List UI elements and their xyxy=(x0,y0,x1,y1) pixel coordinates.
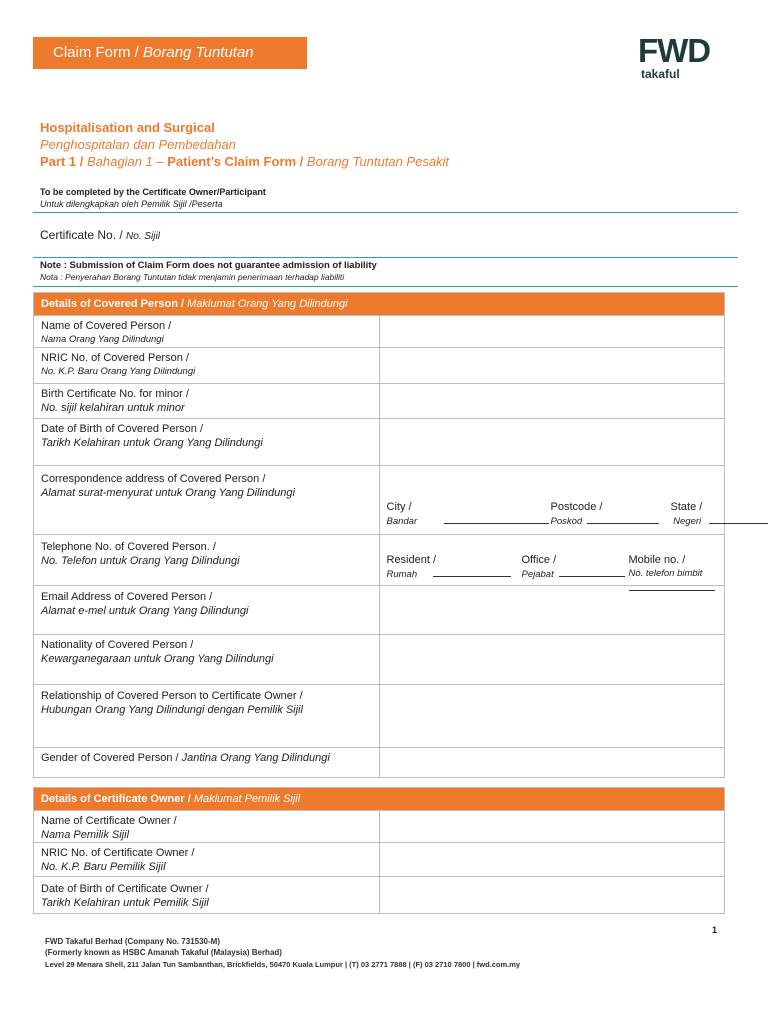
certificate-owner-table xyxy=(33,787,725,914)
table-row xyxy=(34,811,725,843)
row-label-en: Date of Birth of Certificate Owner / xyxy=(41,883,209,895)
resident-underline xyxy=(433,567,511,577)
covered-person-header-cell xyxy=(34,293,725,316)
part-label: Part 1 / xyxy=(40,154,84,169)
row-label-en: Name of Covered Person / xyxy=(41,320,172,332)
liability-note: Note : Submission of Claim Form does not guarantee admission of liability xyxy=(40,260,377,271)
nationality-input[interactable] xyxy=(379,635,725,685)
section-heading-ms: Penghospitalan dan Pembedahan xyxy=(40,137,236,152)
gender-input[interactable] xyxy=(379,748,725,778)
covered-person-header-en: Details of Covered Person / xyxy=(41,298,185,310)
certificate-number-field[interactable] xyxy=(40,228,160,242)
completed-by-note: To be completed by the Certificate Owner/Participant xyxy=(40,187,266,197)
postcode-field[interactable] xyxy=(551,500,660,529)
row-label xyxy=(34,419,380,466)
postcode-underline xyxy=(587,514,659,524)
row-label-ms: Alamat e-mel untuk Orang Yang Dilindungi xyxy=(41,605,249,617)
table-row xyxy=(34,877,725,914)
footer-address: Level 29 Menara Shell, 211 Jalan Tun Sambanthan, Brickfields, 50470 Kuala Lumpur | (T) 03 2771 7888 | (F) 03 2710 7800 | fwd.com.my xyxy=(45,960,521,969)
table-row xyxy=(34,748,725,778)
relationship-input[interactable] xyxy=(379,685,725,748)
table-row xyxy=(34,466,725,535)
row-label-en: NRIC No. of Certificate Owner / xyxy=(41,847,195,859)
logo-subtitle: takaful xyxy=(641,67,680,81)
row-label-en: NRIC No. of Covered Person / xyxy=(41,352,189,364)
owner-nric-input[interactable] xyxy=(379,843,725,877)
row-label-en: Nationality of Covered Person / xyxy=(41,639,194,651)
row-label-en: Relationship of Covered Person to Certificate Owner / xyxy=(41,690,303,702)
table-row xyxy=(34,685,725,748)
city-label-ms: Bandar xyxy=(386,516,418,527)
resident-phone-field[interactable] xyxy=(387,553,511,582)
part-title: Patient’s Claim Form / xyxy=(167,154,304,169)
covered-person-table xyxy=(33,292,725,778)
row-label-en: Email Address of Covered Person / xyxy=(41,591,213,603)
state-label: State / xyxy=(670,501,703,513)
covered-person-header-ms: Maklumat Orang Yang Dilindungi xyxy=(187,298,348,310)
row-label xyxy=(34,316,380,348)
row-label-ms: Jantina Orang Yang Dilindungi xyxy=(181,752,330,764)
part-heading xyxy=(40,154,449,169)
row-label-en: Telephone No. of Covered Person. / xyxy=(41,541,216,553)
office-underline xyxy=(559,567,625,577)
row-label-ms: No. Telefon untuk Orang Yang Dilindungi xyxy=(41,555,240,567)
row-label xyxy=(34,384,380,419)
certificate-owner-header-cell xyxy=(34,788,725,811)
logo-wordmark: FWD xyxy=(638,32,711,69)
row-label-ms: Kewarganegaraan untuk Orang Yang Dilindungi xyxy=(41,653,274,665)
city-underline xyxy=(444,514,549,524)
certificate-number-label: Certificate No. / xyxy=(40,228,123,242)
form-title-en: Claim Form / xyxy=(53,44,139,61)
row-label xyxy=(34,843,380,877)
state-field[interactable] xyxy=(671,500,768,529)
telephone-input-cell[interactable] xyxy=(379,535,725,586)
footer-company: FWD Takaful Berhad (Company No. 731530-M) xyxy=(45,937,220,946)
city-label: City / xyxy=(386,501,412,513)
divider xyxy=(33,212,738,213)
table-row xyxy=(34,316,725,348)
part-title-ms: Borang Tuntutan Pesakit xyxy=(306,154,450,169)
table-row xyxy=(34,586,725,635)
certificate-owner-header-en: Details of Certificate Owner / xyxy=(41,793,191,805)
owner-dob-input[interactable] xyxy=(379,877,725,914)
liability-note-ms: Nota : Penyerahan Borang Tuntutan tidak menjamin penerimaan terhadap liabiliti xyxy=(40,272,345,282)
form-title-banner xyxy=(33,37,307,69)
certificate-number-label-ms: No. Sijil xyxy=(126,231,160,242)
mobile-underline xyxy=(629,581,715,591)
owner-name-input[interactable] xyxy=(379,811,725,843)
resident-label-ms: Rumah xyxy=(386,569,418,580)
mobile-label-ms: No. telefon bimbit xyxy=(628,568,703,579)
row-label-ms: Alamat surat-menyurat untuk Orang Yang Dilindungi xyxy=(41,487,295,499)
row-label xyxy=(34,685,380,748)
row-label xyxy=(34,535,380,586)
footer-former-name: (Formerly known as HSBC Amanah Takaful (Malaysia) Berhad) xyxy=(45,948,282,957)
table-row xyxy=(34,419,725,466)
birth-certificate-input[interactable] xyxy=(379,384,725,419)
row-label-ms: No. K.P. Baru Pemilik Sijil xyxy=(41,861,166,873)
row-label-ms: No. sijil kelahiran untuk minor xyxy=(41,402,185,414)
row-label-en: Gender of Covered Person / xyxy=(41,752,179,764)
office-phone-field[interactable] xyxy=(522,553,626,582)
postcode-label: Postcode / xyxy=(550,501,603,513)
divider xyxy=(33,286,738,287)
postcode-label-ms: Poskod xyxy=(550,516,583,527)
form-title-ms: Borang Tuntutan xyxy=(143,44,254,61)
part-label-ms: Bahagian 1 – xyxy=(86,154,164,169)
row-label-ms: Nama Pemilik Sijil xyxy=(41,829,130,841)
row-label xyxy=(34,811,380,843)
certificate-owner-header xyxy=(34,788,725,811)
mobile-phone-field[interactable] xyxy=(629,553,746,596)
covered-person-name-input[interactable] xyxy=(379,316,725,348)
divider xyxy=(33,257,738,258)
row-label-ms: Nama Orang Yang Dilindungi xyxy=(41,334,164,345)
table-row xyxy=(34,535,725,586)
row-label-en: Birth Certificate No. for minor / xyxy=(41,388,189,400)
table-row xyxy=(34,635,725,685)
table-row xyxy=(34,384,725,419)
row-label-en: Name of Certificate Owner / xyxy=(41,815,177,827)
row-label xyxy=(34,877,380,914)
office-label: Office / xyxy=(521,554,557,566)
row-label xyxy=(34,635,380,685)
row-label-ms: No. K.P. Baru Orang Yang Dilindungi xyxy=(41,366,196,377)
office-label-ms: Pejabat xyxy=(521,569,554,580)
table-row xyxy=(34,843,725,877)
row-label xyxy=(34,466,380,535)
row-label-ms: Tarikh Kelahiran untuk Pemilik Sijil xyxy=(41,897,209,909)
row-label xyxy=(34,348,380,384)
covered-person-dob-input[interactable] xyxy=(379,419,725,466)
city-field[interactable] xyxy=(387,500,549,529)
certificate-owner-header-ms: Maklumat Pemilik Sijil xyxy=(193,793,301,805)
row-label-ms: Tarikh Kelahiran untuk Orang Yang Dilindungi xyxy=(41,437,263,449)
address-input-cell[interactable] xyxy=(379,466,725,535)
row-label xyxy=(34,748,380,778)
covered-person-header xyxy=(34,293,725,316)
row-label xyxy=(34,586,380,635)
completed-by-note-ms: Untuk dilengkapkan oleh Pemilik Sijil /Peserta xyxy=(40,199,223,209)
page-number: 1 xyxy=(712,925,718,935)
row-label-ms: Hubungan Orang Yang Dilindungi dengan Pemilik Sijil xyxy=(41,704,303,716)
covered-person-nric-input[interactable] xyxy=(379,348,725,384)
state-label-ms: Negeri xyxy=(673,516,702,527)
table-row xyxy=(34,348,725,384)
mobile-label: Mobile no. / xyxy=(628,554,686,566)
state-underline xyxy=(709,514,768,524)
section-heading: Hospitalisation and Surgical xyxy=(40,120,215,135)
row-label-en: Correspondence address of Covered Person / xyxy=(41,473,266,485)
row-label-en: Date of Birth of Covered Person / xyxy=(41,423,204,435)
resident-label: Resident / xyxy=(386,554,437,566)
fwd-takaful-logo xyxy=(638,34,733,84)
